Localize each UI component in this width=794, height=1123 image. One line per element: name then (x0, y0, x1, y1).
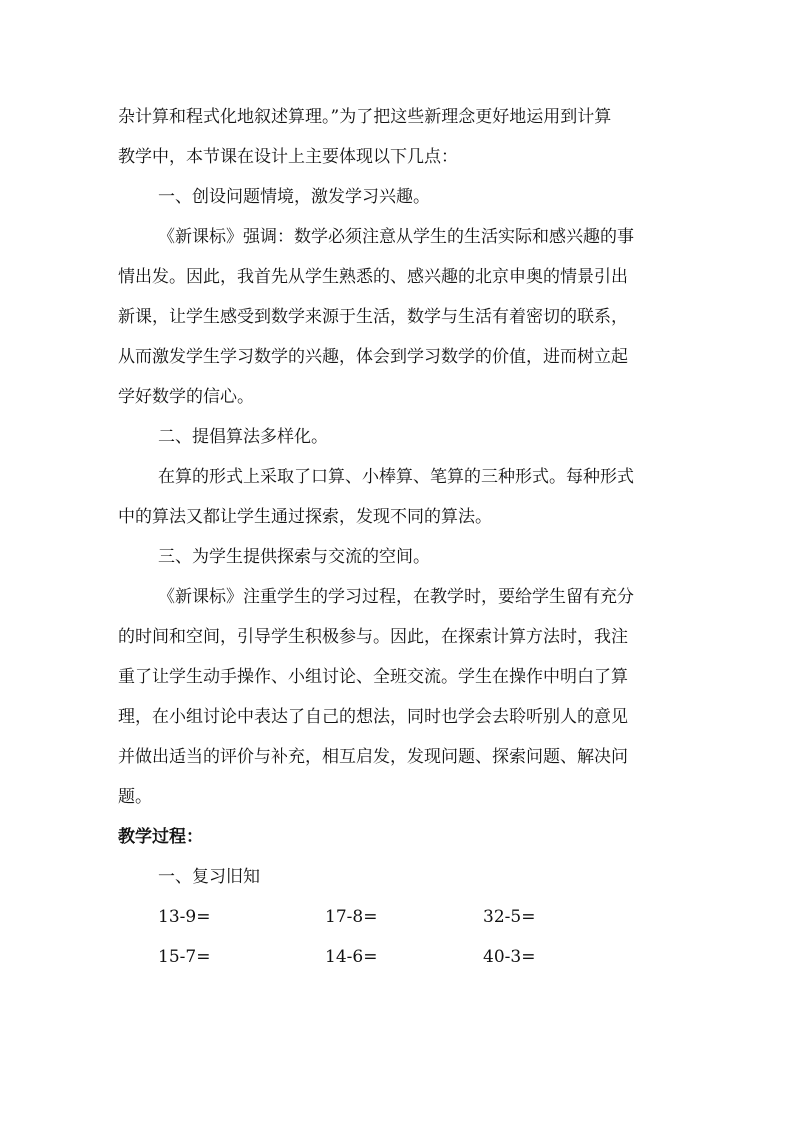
text-line: 理，在小组讨论中表达了自己的想法，同时也学会去聆听别人的意见 (118, 707, 628, 727)
exercise-item: 32-5= (483, 907, 536, 927)
exercise-item: 14-6= (325, 947, 378, 967)
exercise-row (0, 937, 794, 977)
exercise-item: 13-9= (158, 907, 211, 927)
review-heading: 一、复习旧知 (158, 867, 260, 887)
text-line: 中的算法又都让学生通过探索，发现不同的算法。 (118, 507, 492, 527)
section-heading: 一、创设问题情境，激发学习兴趣。 (158, 187, 430, 207)
exercise-item: 40-3= (483, 947, 536, 967)
text-line: 并做出适当的评价与补充，相互启发，发现问题、探索问题、解决问 (118, 747, 628, 767)
text-line: 在算的形式上采取了口算、小棒算、笔算的三种形式。每种形式 (158, 467, 634, 487)
document-body (0, 97, 794, 977)
text-line: 学好数学的信心。 (118, 387, 254, 407)
text-line: 杂计算和程式化地叙述算理。”为了把这些新理念更好地运用到计算 (118, 107, 612, 127)
text-line: 新课，让学生感受到数学来源于生活，数学与生活有着密切的联系， (118, 307, 628, 327)
exercise-item: 15-7= (158, 947, 211, 967)
exercise-row (0, 897, 794, 937)
text-line: 的时间和空间，引导学生积极参与。因此，在探索计算方法时，我注 (118, 627, 628, 647)
exercise-item: 17-8= (325, 907, 378, 927)
text-line: 教学中，本节课在设计上主要体现以下几点： (118, 147, 458, 167)
section-heading: 三、为学生提供探索与交流的空间。 (158, 547, 430, 567)
text-line: 重了让学生动手操作、小组讨论、全班交流。学生在操作中明白了算 (118, 667, 628, 687)
text-line: 《新课标》强调：数学必须注意从学生的生活实际和感兴趣的事 (158, 227, 634, 247)
text-line: 情出发。因此，我首先从学生熟悉的、感兴趣的北京申奥的情景引出 (118, 267, 628, 287)
text-line: 从而激发学生学习数学的兴趣，体会到学习数学的价值，进而树立起 (118, 347, 628, 367)
text-line: 《新课标》注重学生的学习过程，在教学时，要给学生留有充分 (158, 587, 634, 607)
process-heading: 教学过程： (118, 827, 203, 847)
section-heading: 二、提倡算法多样化。 (158, 427, 328, 447)
text-line: 题。 (118, 787, 152, 807)
